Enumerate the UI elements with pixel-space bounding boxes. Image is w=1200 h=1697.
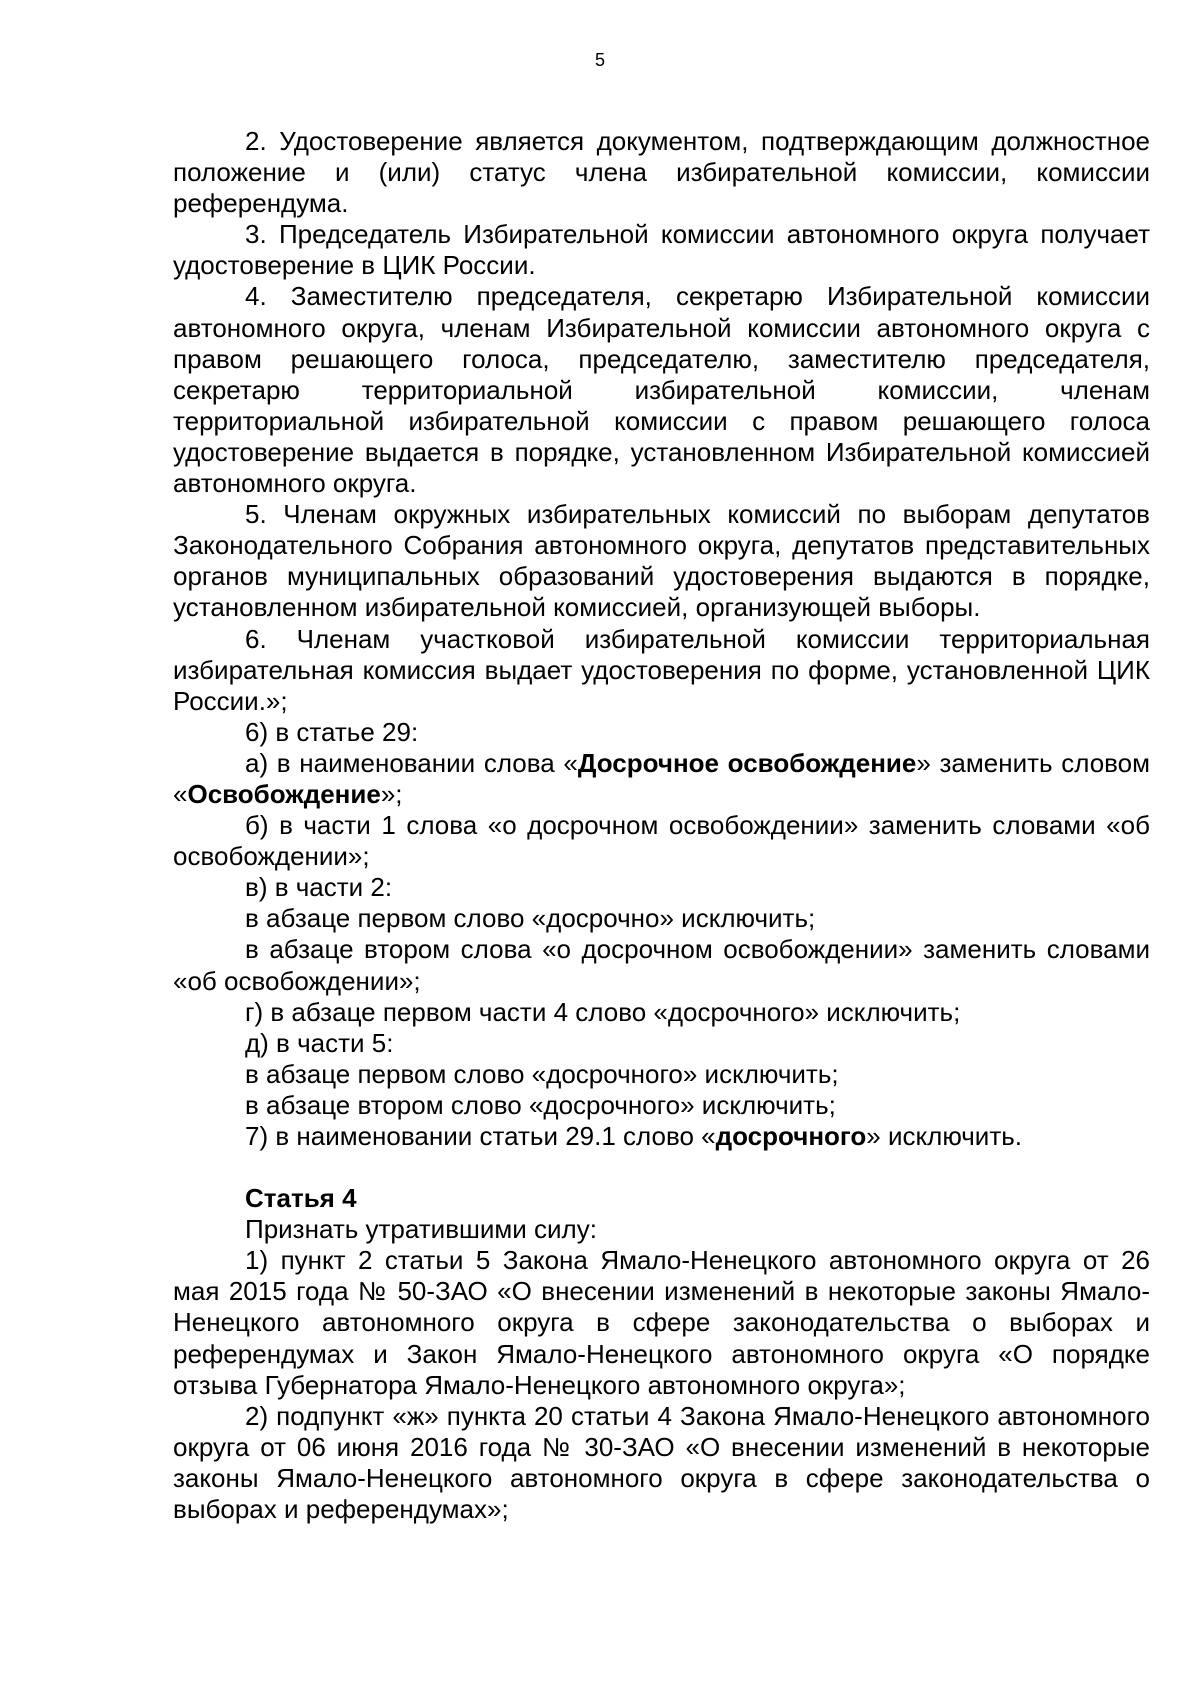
item-v-2: в абзаце втором слова «о досрочном освобождении» заменить словами «об освобождении»; <box>173 934 1150 996</box>
document-body <box>173 126 1150 1525</box>
item-d-1: в абзаце первом слово «досрочного» исключить; <box>245 1058 839 1089</box>
page-number: 5 <box>594 50 605 70</box>
item-7-text-2: » исключить. <box>866 1121 1023 1151</box>
paragraph-3: 3. Председатель Избирательной комиссии автономного округа получает удостоверение в ЦИК России. <box>173 219 1150 281</box>
article-4-item-1: 1) пункт 2 статьи 5 Закона Ямало-Ненецкого автономного округа от 26 мая 2015 года № 50-ЗАО «О внесении изменений в некоторые законы Ямало-Ненецкого автономного округа в сфере законодательства о выборах и референдумах и Закон Ямало-Ненецкого автономного округа «О порядке отзыва Губернатора Ямало-Ненецкого автономного округа»; <box>173 1245 1150 1400</box>
item-a-text-2: » заменить словом « <box>173 747 1151 809</box>
item-a-bold-2: Освобождение <box>187 778 381 809</box>
item-d: д) в части 5: <box>245 1027 394 1058</box>
item-6: 6) в статье 29: <box>245 716 419 747</box>
item-d-2: в абзаце втором слово «досрочного» исключить; <box>245 1089 836 1120</box>
paragraph-5: 5. Членам окружных избирательных комиссий по выборам депутатов Законодательного Собрания автономного округа, депутатов представительных органов муниципальных образований удостоверения выдаются в порядке, установленном избирательной комиссией, организующей выборы. <box>173 499 1150 623</box>
item-v-1: в абзаце первом слово «досрочно» исключить; <box>245 903 816 934</box>
item-7 <box>173 1121 1150 1152</box>
item-a-text-3: »; <box>380 778 403 809</box>
item-7-bold: досрочного <box>715 1121 867 1151</box>
paragraph-2: 2. Удостоверение является документом, подтверждающим должностное положение и (или) статус члена избирательной комиссии, комиссии референдума. <box>173 126 1150 219</box>
paragraph-4: 4. Заместителю председателя, секретарю Избирательной комиссии автономного округа, членам Избирательной комиссии автономного округа с правом решающего голоса, председателю, заместителю председателя, секретарю территориальной избирательной комиссии, членам территориальной избирательной комиссии с правом решающего голоса удостоверение выдается в порядке, установленном Избирательной комиссией автономного округа. <box>173 281 1150 499</box>
item-a-text-1: а) в наименовании слова « <box>245 747 578 778</box>
article-4-title: Статья 4 <box>245 1183 357 1214</box>
article-4-intro: Признать утратившими силу: <box>245 1214 597 1245</box>
article-4-item-2: 2) подпункт «ж» пункта 20 статьи 4 Закона Ямало-Ненецкого автономного округа от 06 июня 2016 года № 30-ЗАО «О внесении изменений в некоторые законы Ямало-Ненецкого автономного округа в сфере законодательства о выборах и референдумах»; <box>173 1400 1150 1525</box>
item-7-text-1: 7) в наименовании статьи 29.1 слово « <box>245 1121 716 1151</box>
item-b: б) в части 1 слова «о досрочном освобождении» заменить словами «об освобождении»; <box>173 810 1150 872</box>
item-a-bold-1: Досрочное освобождение <box>577 747 917 778</box>
paragraph-6: 6. Членам участковой избирательной комиссии территориальная избирательная комиссия выдает удостоверения по форме, установленной ЦИК России.»; <box>173 623 1150 716</box>
item-v: в) в части 2: <box>245 872 393 903</box>
item-a <box>173 748 1150 810</box>
item-g: г) в абзаце первом части 4 слово «досрочного» исключить; <box>245 996 961 1027</box>
